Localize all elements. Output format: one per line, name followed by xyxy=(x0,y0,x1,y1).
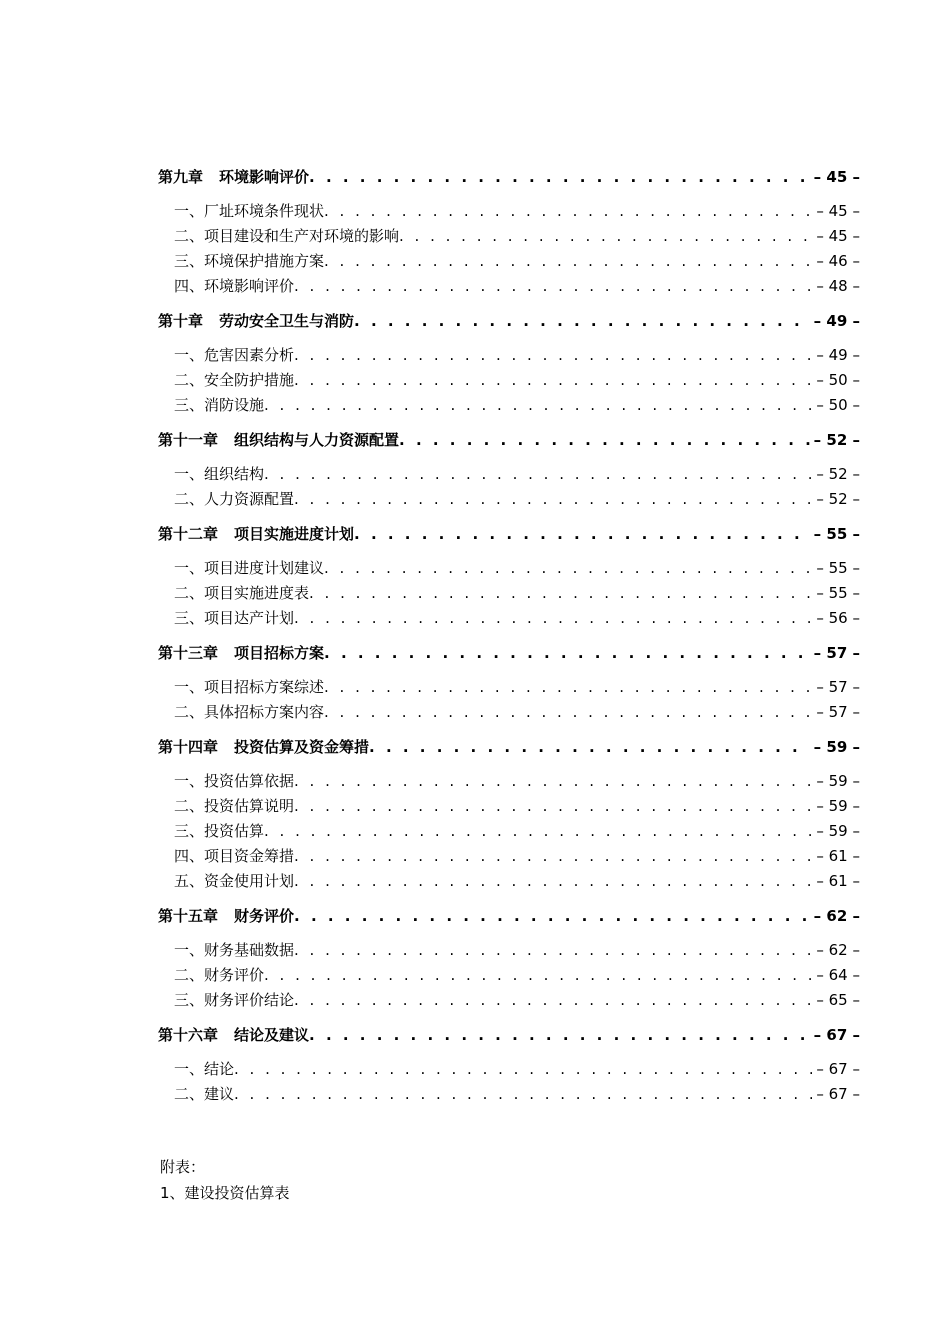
section-title: 二、人力资源配置 xyxy=(174,490,295,508)
dot-leader xyxy=(399,428,810,453)
page-number: – 61 – xyxy=(816,847,860,865)
page-number: – 45 – xyxy=(813,168,860,186)
dot-leader xyxy=(294,487,812,512)
section-title: 三、财务评价结论 xyxy=(174,991,295,1009)
toc-section[interactable] xyxy=(158,769,860,794)
section-title: 一、危害因素分析 xyxy=(174,346,295,364)
appendix xyxy=(160,1154,290,1206)
dot-leader xyxy=(309,581,812,606)
section-title: 一、组织结构 xyxy=(174,465,265,483)
chapter-number: 第十六章 xyxy=(158,1026,219,1044)
dot-leader xyxy=(234,1057,812,1082)
page-number: – 57 – xyxy=(816,703,860,721)
toc-section[interactable] xyxy=(158,819,860,844)
page-number: – 49 – xyxy=(813,312,860,330)
toc-section[interactable] xyxy=(158,700,860,725)
dot-leader xyxy=(294,794,812,819)
dot-leader xyxy=(324,700,812,725)
page-number: – 55 – xyxy=(816,559,860,577)
page-number: – 52 – xyxy=(813,431,860,449)
chapter-number: 第十章 xyxy=(158,312,204,330)
page-number: – 50 – xyxy=(816,396,860,414)
page-number: – 65 – xyxy=(816,991,860,1009)
chapter-number: 第十四章 xyxy=(158,738,219,756)
section-title: 二、建议 xyxy=(174,1085,235,1103)
page-number: – 64 – xyxy=(816,966,860,984)
toc-section[interactable] xyxy=(158,274,860,299)
dot-leader xyxy=(264,393,812,418)
dot-leader xyxy=(264,462,812,487)
dot-leader xyxy=(354,309,810,334)
section-title: 二、项目实施进度表 xyxy=(174,584,310,602)
section-title: 一、项目进度计划建议 xyxy=(174,559,325,577)
section-title: 四、环境影响评价 xyxy=(174,277,295,295)
chapter-title: 投资估算及资金筹措 xyxy=(234,738,370,756)
toc-section[interactable] xyxy=(158,869,860,894)
toc-section[interactable] xyxy=(158,487,860,512)
page-number: – 67 – xyxy=(816,1060,860,1078)
dot-leader xyxy=(324,199,812,224)
toc-section[interactable] xyxy=(158,199,860,224)
page-number: – 50 – xyxy=(816,371,860,389)
page-number: – 49 – xyxy=(816,346,860,364)
page-number: – 57 – xyxy=(813,644,860,662)
dot-leader xyxy=(294,988,812,1013)
dot-leader xyxy=(294,274,812,299)
page-number: – 46 – xyxy=(816,252,860,270)
page-number: – 61 – xyxy=(816,872,860,890)
toc-section[interactable] xyxy=(158,393,860,418)
section-title: 二、投资估算说明 xyxy=(174,797,295,815)
toc-chapter[interactable] xyxy=(158,735,860,760)
page-number: – 45 – xyxy=(816,227,860,245)
appendix-heading: 附表： xyxy=(160,1158,206,1176)
dot-leader xyxy=(399,224,812,249)
toc-chapter[interactable] xyxy=(158,522,860,547)
toc-section[interactable] xyxy=(158,581,860,606)
dot-leader xyxy=(294,844,812,869)
page-number: – 55 – xyxy=(816,584,860,602)
chapter-number: 第十一章 xyxy=(158,431,219,449)
dot-leader xyxy=(294,368,812,393)
chapter-number: 第十五章 xyxy=(158,907,219,925)
section-title: 五、资金使用计划 xyxy=(174,872,295,890)
appendix-item: 1、建设投资估算表 xyxy=(160,1184,290,1202)
toc-chapter[interactable] xyxy=(158,309,860,334)
page-number: – 59 – xyxy=(816,797,860,815)
page-number: – 55 – xyxy=(813,525,860,543)
dot-leader xyxy=(369,735,810,760)
page-number: – 59 – xyxy=(816,772,860,790)
section-title: 二、财务评价 xyxy=(174,966,265,984)
chapter-title: 环境影响评价 xyxy=(219,168,310,186)
toc-chapter[interactable] xyxy=(158,428,860,453)
chapter-title: 劳动安全卫生与消防 xyxy=(219,312,355,330)
toc-section[interactable] xyxy=(158,963,860,988)
toc-chapter[interactable] xyxy=(158,904,860,929)
chapter-title: 结论及建议 xyxy=(234,1026,310,1044)
toc-section[interactable] xyxy=(158,606,860,631)
section-title: 一、项目招标方案综述 xyxy=(174,678,325,696)
section-title: 四、项目资金筹措 xyxy=(174,847,295,865)
page-number: – 59 – xyxy=(816,822,860,840)
page-number: – 62 – xyxy=(816,941,860,959)
section-title: 二、项目建设和生产对环境的影响 xyxy=(174,227,400,245)
dot-leader xyxy=(324,556,812,581)
dot-leader xyxy=(324,249,812,274)
table-of-contents xyxy=(158,165,860,1117)
toc-section[interactable] xyxy=(158,224,860,249)
dot-leader xyxy=(354,522,810,547)
section-title: 一、结论 xyxy=(174,1060,235,1078)
dot-leader xyxy=(309,1023,810,1048)
dot-leader xyxy=(294,938,812,963)
page-number: – 67 – xyxy=(813,1026,860,1044)
chapter-number: 第十三章 xyxy=(158,644,219,662)
dot-leader xyxy=(294,606,812,631)
toc-chapter[interactable] xyxy=(158,1023,860,1048)
section-title: 一、财务基础数据 xyxy=(174,941,295,959)
chapter-title: 项目招标方案 xyxy=(234,644,325,662)
dot-leader xyxy=(294,869,812,894)
section-title: 二、具体招标方案内容 xyxy=(174,703,325,721)
page-number: – 56 – xyxy=(816,609,860,627)
dot-leader xyxy=(234,1082,812,1107)
section-title: 三、投资估算 xyxy=(174,822,265,840)
chapter-title: 项目实施进度计划 xyxy=(234,525,355,543)
toc-section[interactable] xyxy=(158,675,860,700)
dot-leader xyxy=(264,963,812,988)
dot-leader xyxy=(324,675,812,700)
toc-chapter[interactable] xyxy=(158,641,860,666)
toc-section[interactable] xyxy=(158,844,860,869)
section-title: 一、厂址环境条件现状 xyxy=(174,202,325,220)
chapter-number: 第十二章 xyxy=(158,525,219,543)
toc-section[interactable] xyxy=(158,794,860,819)
toc-section[interactable] xyxy=(158,1082,860,1107)
section-title: 三、环境保护措施方案 xyxy=(174,252,325,270)
dot-leader xyxy=(324,641,810,666)
toc-chapter[interactable] xyxy=(158,165,860,190)
chapter-title: 组织结构与人力资源配置 xyxy=(234,431,400,449)
page-number: – 45 – xyxy=(816,202,860,220)
page-number: – 52 – xyxy=(816,465,860,483)
section-title: 三、消防设施 xyxy=(174,396,265,414)
dot-leader xyxy=(294,769,812,794)
toc-section[interactable] xyxy=(158,556,860,581)
section-title: 三、项目达产计划 xyxy=(174,609,295,627)
toc-section[interactable] xyxy=(158,343,860,368)
chapter-title: 财务评价 xyxy=(234,907,295,925)
toc-section[interactable] xyxy=(158,368,860,393)
page-number: – 67 – xyxy=(816,1085,860,1103)
toc-section[interactable] xyxy=(158,938,860,963)
toc-section[interactable] xyxy=(158,1057,860,1082)
toc-section[interactable] xyxy=(158,462,860,487)
page-number: – 62 – xyxy=(813,907,860,925)
page-number: – 52 – xyxy=(816,490,860,508)
section-title: 一、投资估算依据 xyxy=(174,772,295,790)
section-title: 二、安全防护措施 xyxy=(174,371,295,389)
dot-leader xyxy=(294,904,810,929)
page-number: – 57 – xyxy=(816,678,860,696)
toc-section[interactable] xyxy=(158,249,860,274)
toc-section[interactable] xyxy=(158,988,860,1013)
dot-leader xyxy=(264,819,812,844)
dot-leader xyxy=(294,343,812,368)
page-number: – 48 – xyxy=(816,277,860,295)
page-number: – 59 – xyxy=(813,738,860,756)
dot-leader xyxy=(309,165,810,190)
chapter-number: 第九章 xyxy=(158,168,204,186)
